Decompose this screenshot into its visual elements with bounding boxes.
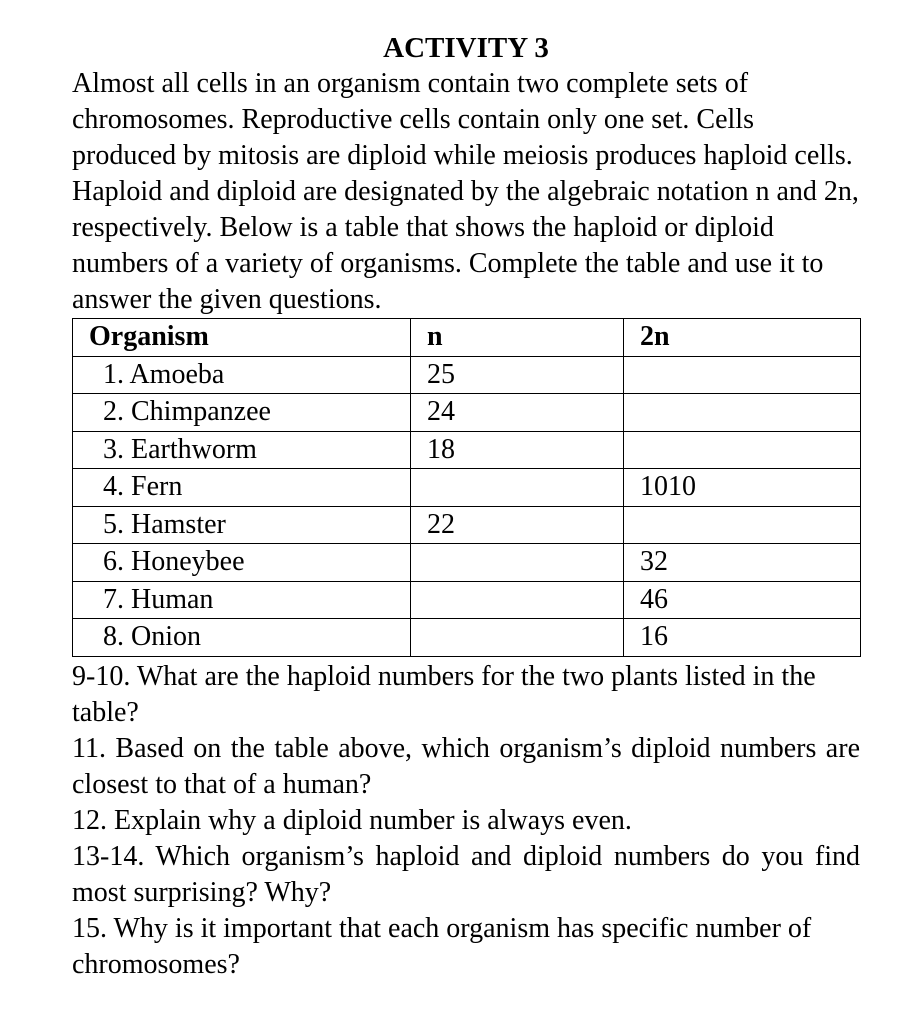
question-list	[72, 659, 860, 983]
n-cell	[411, 581, 624, 619]
table-row	[73, 619, 861, 657]
header-n: n	[411, 319, 624, 357]
organism-cell: 6. Honeybee	[73, 544, 411, 582]
table-row	[73, 394, 861, 432]
table-row	[73, 544, 861, 582]
chromosome-table	[72, 318, 861, 657]
n-cell: 24	[411, 394, 624, 432]
n-cell: 18	[411, 431, 624, 469]
2n-cell: 1010	[624, 469, 861, 507]
table-row	[73, 469, 861, 507]
table-header-row	[73, 319, 861, 357]
2n-cell	[624, 356, 861, 394]
2n-cell	[624, 394, 861, 432]
question-11: 11. Based on the table above, which organism’s diploid numbers are closest to that of a human?	[72, 732, 860, 800]
activity-title: ACTIVITY 3	[383, 32, 549, 64]
n-cell: 25	[411, 356, 624, 394]
organism-cell: 8. Onion	[73, 619, 411, 657]
2n-cell	[624, 431, 861, 469]
worksheet-page	[72, 30, 860, 983]
question-9-10: 9-10. What are the haploid numbers for the two plants listed in the table?	[72, 660, 816, 728]
table-row	[73, 581, 861, 619]
intro-paragraph: Almost all cells in an organism contain two complete sets of chromosomes. Reproductive cells contain only one set. Cells produced by mitosis are diploid while meiosis produces haploid cells. Haploid and diploid are designated by the algebraic notation n and 2n, respectively. Below is a table that shows the haploid or diploid numbers of a variety of organisms. Complete the table and use it to answer the given questions.	[72, 68, 859, 315]
question-12: 12. Explain why a diploid number is always even.	[72, 804, 632, 836]
organism-cell: 1. Amoeba	[73, 356, 411, 394]
organism-cell: 3. Earthworm	[73, 431, 411, 469]
organism-cell: 4. Fern	[73, 469, 411, 507]
n-cell: 22	[411, 506, 624, 544]
header-2n: 2n	[624, 319, 861, 357]
n-cell	[411, 619, 624, 657]
2n-cell: 32	[624, 544, 861, 582]
2n-cell: 16	[624, 619, 861, 657]
n-cell	[411, 544, 624, 582]
2n-cell: 46	[624, 581, 861, 619]
n-cell	[411, 469, 624, 507]
table-row	[73, 356, 861, 394]
table-row	[73, 506, 861, 544]
question-15: 15. Why is it important that each organism has specific number of chromosomes?	[72, 912, 812, 980]
header-organism: Organism	[73, 319, 411, 357]
organism-cell: 2. Chimpanzee	[73, 394, 411, 432]
table-row	[73, 431, 861, 469]
organism-cell: 5. Hamster	[73, 506, 411, 544]
question-13-14: 13-14. Which organism’s haploid and diploid numbers do you find most surprising? Why?	[72, 840, 860, 908]
2n-cell	[624, 506, 861, 544]
organism-cell: 7. Human	[73, 581, 411, 619]
